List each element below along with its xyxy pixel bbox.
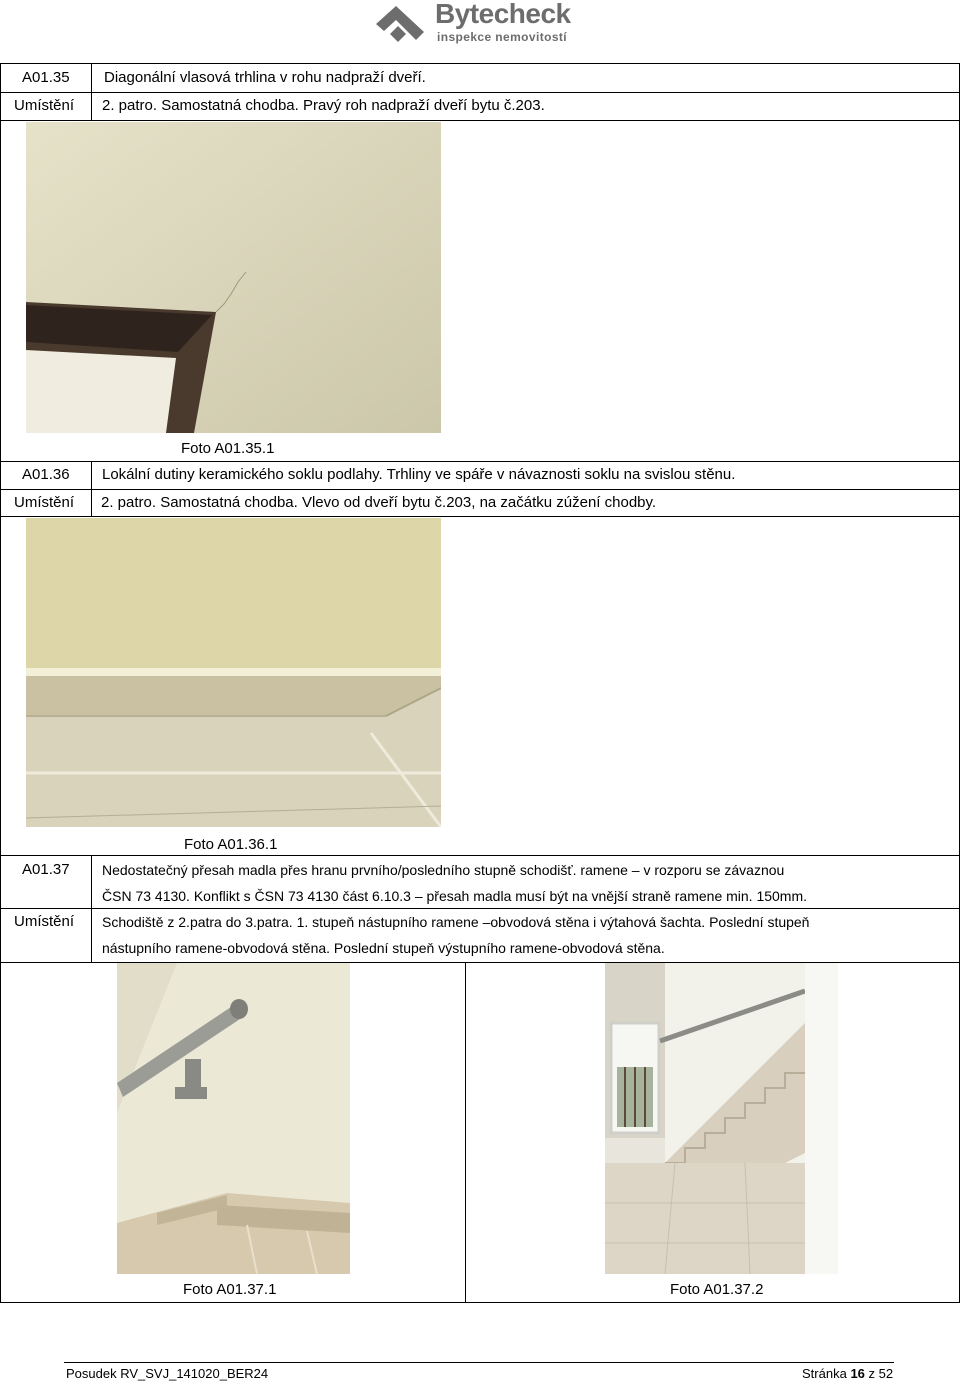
photo-caption: Foto A01.37.1	[183, 1281, 277, 1298]
table-border	[0, 461, 960, 462]
table-border	[0, 908, 960, 909]
photo-caption: Foto A01.35.1	[181, 440, 275, 457]
table-border	[91, 63, 92, 121]
footer-divider	[64, 1362, 894, 1363]
item-location-line: Schodiště z 2.patra do 3.patra. 1. stupeň nástupního ramene –obvodová stěna i výtahová šachta. Poslední stupeň	[102, 914, 810, 930]
table-border	[0, 1302, 960, 1303]
logo-tagline: inspekce nemovitostí	[437, 30, 568, 44]
item-description: Diagonální vlasová trhlina v rohu nadpraží dveří.	[104, 69, 426, 86]
page-sep: z	[868, 1366, 876, 1381]
item-description-line: ČSN 73 4130. Konflikt s ČSN 73 4130 část 6.10.3 – přesah madla musí být na vnější straně ramene min. 150mm.	[102, 888, 808, 904]
table-border	[0, 516, 960, 517]
table-border	[0, 855, 960, 856]
table-border	[465, 962, 466, 1303]
footer-document: Posudek RV_SVJ_141020_BER24	[66, 1366, 269, 1381]
bytecheck-logo-icon	[372, 2, 432, 44]
bytecheck-logo	[372, 0, 586, 48]
photo-caption: Foto A01.36.1	[184, 836, 278, 853]
page-total: 52	[878, 1366, 894, 1381]
photo-door-lintel-crack	[26, 122, 441, 433]
table-border	[0, 63, 960, 64]
table-border	[91, 855, 92, 963]
table-border	[0, 489, 960, 490]
photo-stair-handrail-1	[117, 963, 350, 1274]
item-id: A01.36	[22, 466, 70, 483]
table-border	[0, 63, 1, 1303]
item-description-line: Nedostatečný přesah madla přes hranu prvního/posledního stupně schodišť. ramene – v rozporu se závaznou	[102, 862, 785, 878]
photo-caption: Foto A01.37.2	[670, 1281, 764, 1298]
page-prefix: Stránka	[802, 1366, 847, 1381]
photo-stair-handrail-2	[605, 963, 838, 1274]
item-id: A01.35	[22, 69, 70, 86]
location-label: Umístění	[14, 913, 75, 930]
location-label: Umístění	[14, 97, 75, 114]
location-label: Umístění	[14, 494, 75, 511]
item-id: A01.37	[22, 861, 70, 878]
item-location: 2. patro. Samostatná chodba. Vlevo od dveří bytu č.203, na začátku zúžení chodby.	[101, 494, 657, 511]
footer-page	[802, 1366, 893, 1381]
item-location-line: nástupního ramene-obvodová stěna. Poslední stupeň výstupního ramene-obvodová stěna.	[102, 940, 665, 956]
logo-name: Bytecheck	[435, 0, 571, 29]
table-border	[0, 92, 960, 93]
table-border	[0, 120, 960, 121]
item-location: 2. patro. Samostatná chodba. Pravý roh nadpraží dveří bytu č.203.	[102, 97, 545, 114]
photo-ceramic-skirting	[26, 518, 441, 827]
item-description: Lokální dutiny keramického soklu podlahy. Trhliny ve spáře v návaznosti soklu na svislou stěnu.	[102, 466, 736, 483]
page-number: 16	[850, 1366, 865, 1381]
table-border	[91, 461, 92, 517]
